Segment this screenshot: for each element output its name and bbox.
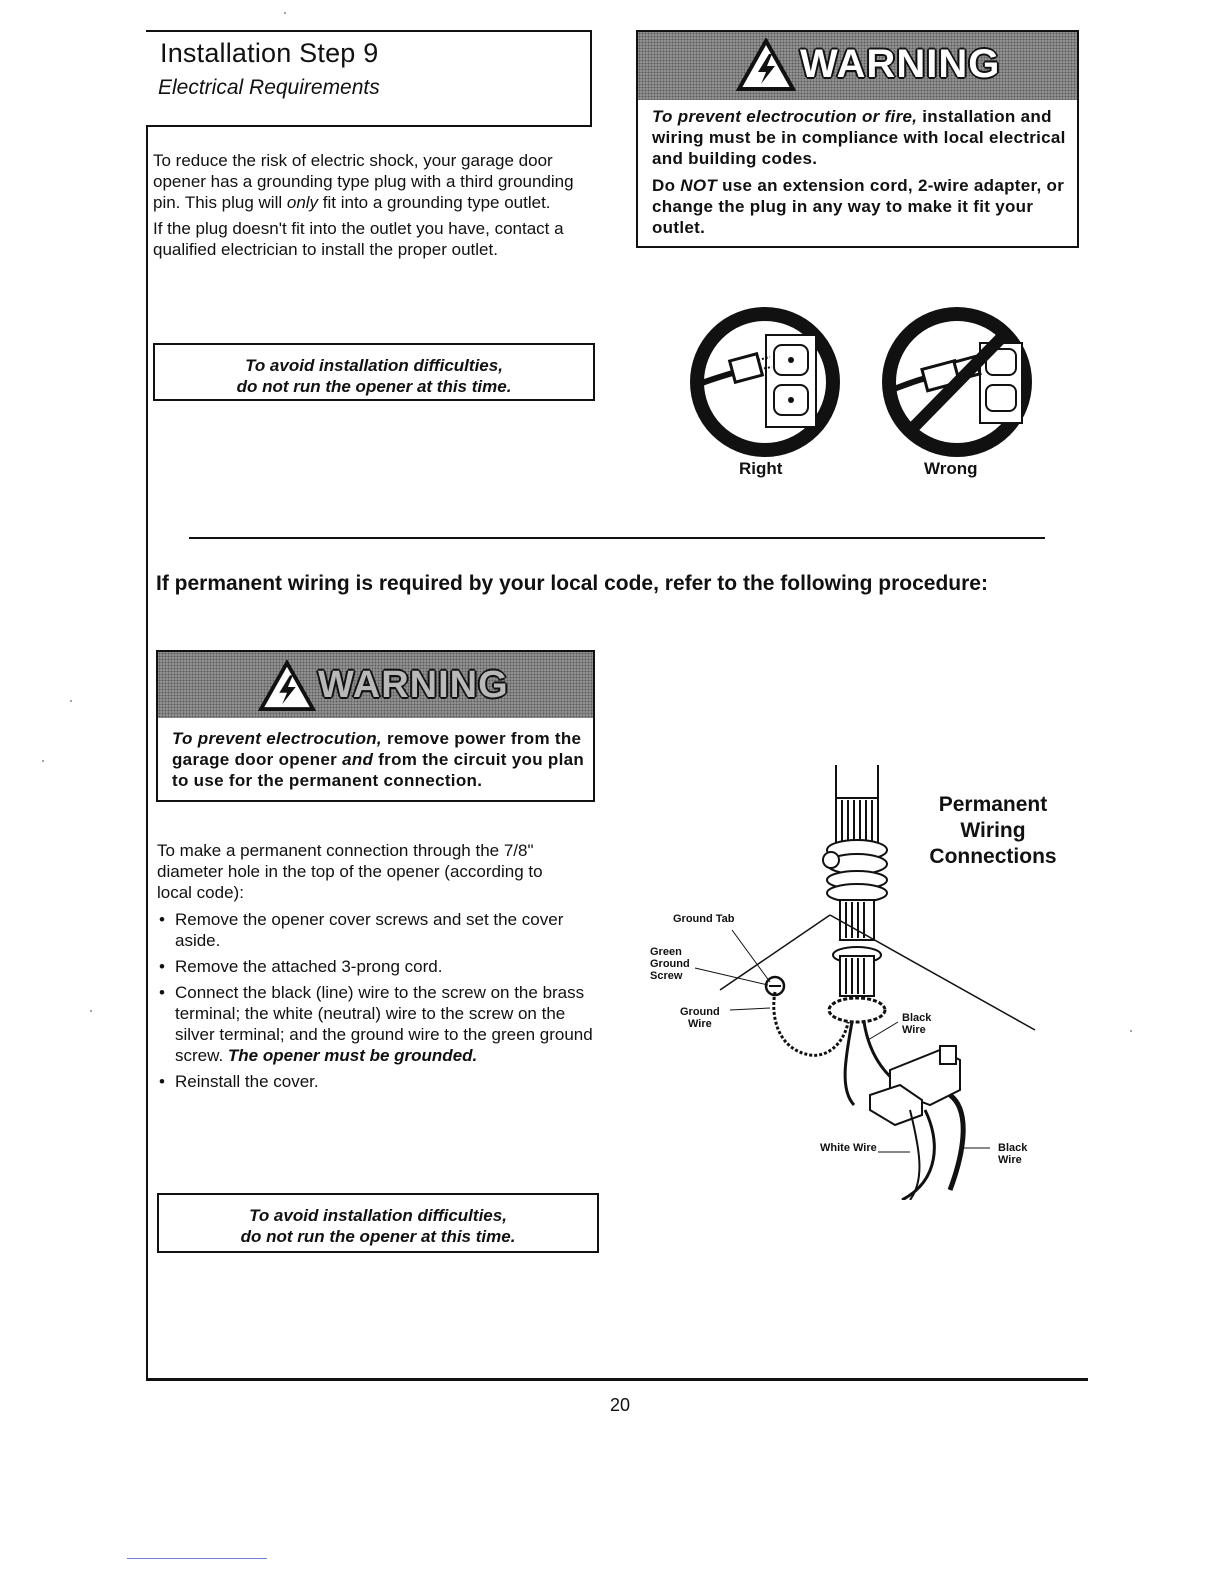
plug-right-label: Right bbox=[739, 459, 783, 478]
step-header-box bbox=[146, 30, 592, 127]
intro-text bbox=[153, 150, 593, 265]
warning-top-paragraph-2 bbox=[652, 175, 1068, 238]
page-number: 20 bbox=[609, 1395, 631, 1415]
label-ground-wire-line-1: Ground bbox=[680, 1006, 720, 1018]
warning-box-top bbox=[636, 30, 1079, 248]
warning-body-bottom bbox=[172, 728, 586, 791]
permanent-wiring-heading: If permanent wiring is required by your local code, refer to the following procedure: bbox=[156, 572, 988, 595]
label-green-ground-screw-line-1: Green bbox=[650, 946, 682, 958]
page-title: Installation Step 9 bbox=[160, 38, 379, 68]
label-ground-wire bbox=[680, 1006, 720, 1030]
avoid-notice-line-1: To avoid installation difficulties, bbox=[245, 356, 503, 375]
intro-paragraph-2: If the plug doesn't fit into the outlet you have, contact a qualified electrician to install the proper outlet. bbox=[153, 219, 564, 259]
warning-word-top: WARNING bbox=[800, 42, 1001, 86]
procedure-steps bbox=[157, 909, 597, 1092]
warning-bottom-emphasis: To prevent electrocution, bbox=[172, 729, 382, 748]
warning-triangle-icon bbox=[736, 38, 796, 92]
avoid-notice-line-1: To avoid installation difficulties, bbox=[249, 1206, 507, 1225]
section-divider bbox=[189, 537, 1045, 539]
procedure-intro: To make a permanent connection through the 7/8" diameter hole in the top of the opener (according to local code): bbox=[157, 841, 543, 902]
diagram-title-line-1: Permanent bbox=[938, 793, 1048, 816]
page-subtitle: Electrical Requirements bbox=[158, 76, 380, 99]
warning-word-bottom: WARNING bbox=[318, 664, 509, 706]
label-black-wire-bottom-line-2: Wire bbox=[998, 1154, 1022, 1166]
label-white-wire: White Wire bbox=[820, 1142, 877, 1154]
intro-paragraph-1 bbox=[153, 150, 593, 213]
page-frame-left bbox=[146, 30, 148, 1380]
label-green-ground-screw bbox=[650, 946, 690, 982]
plug-wrong-illustration bbox=[880, 305, 1034, 459]
intro-p1-emphasis: only bbox=[286, 193, 319, 212]
warning-triangle-icon bbox=[258, 660, 316, 712]
list-item: • Reinstall the cover. bbox=[157, 1071, 597, 1092]
label-black-wire-bottom-line-1: Black bbox=[998, 1142, 1028, 1154]
list-item: • Remove the attached 3-prong cord. bbox=[157, 956, 597, 977]
avoid-notice-top bbox=[153, 343, 595, 401]
avoid-notice-bottom bbox=[157, 1193, 599, 1253]
avoid-notice-line-2: do not run the opener at this time. bbox=[240, 1227, 516, 1246]
avoid-notice-line-2: do not run the opener at this time. bbox=[236, 377, 512, 396]
label-ground-tab: Ground Tab bbox=[673, 913, 735, 925]
label-black-wire-bottom bbox=[998, 1142, 1027, 1166]
warning-bottom-a: remove power from the garage door opener bbox=[172, 729, 582, 769]
plug-right-illustration bbox=[688, 305, 842, 459]
intro-p1-a: To reduce the risk of electric shock, your garage door opener has a grounding type plug with a third grounding pin. This plug will bbox=[153, 151, 574, 212]
warning-header-top bbox=[638, 32, 1077, 100]
scan-artifact-line bbox=[127, 1558, 267, 1559]
page-frame-bottom bbox=[146, 1378, 1088, 1381]
diagram-title bbox=[918, 792, 1068, 870]
warning-body-top bbox=[652, 106, 1068, 238]
bullet3-emphasis: The opener must be grounded. bbox=[227, 1046, 478, 1065]
label-green-ground-screw-line-3: Screw bbox=[650, 970, 683, 982]
plug-wrong-label: Wrong bbox=[924, 459, 978, 478]
label-black-wire-top-line-1: Black bbox=[902, 1012, 932, 1024]
diagram-title-line-3: Connections bbox=[929, 845, 1057, 868]
bullet3-text: Connect the black (line) wire to the screw on the brass terminal; the white (neutral) wire to the screw on the silver terminal; and the ground wire to the green ground screw. bbox=[175, 983, 593, 1065]
warning-top-p1-rest: installation and wiring must be in compliance with local electrical and building codes. bbox=[652, 107, 1066, 168]
label-black-wire-top-line-2: Wire bbox=[902, 1024, 926, 1036]
warning-bottom-b: from the circuit you plan to use for the permanent connection. bbox=[172, 750, 585, 790]
warning-top-paragraph-1 bbox=[652, 106, 1068, 169]
scan-speck bbox=[70, 700, 72, 702]
warning-header-bottom bbox=[158, 652, 593, 718]
label-black-wire-top bbox=[902, 1012, 931, 1036]
label-ground-wire-line-2: Wire bbox=[687, 1018, 712, 1030]
intro-p1-b: fit into a grounding type outlet. bbox=[318, 193, 551, 212]
procedure-text bbox=[157, 840, 597, 1097]
warning-box-bottom bbox=[156, 650, 595, 802]
scan-speck bbox=[42, 760, 44, 762]
warning-top-p2-emphasis: NOT bbox=[680, 176, 718, 195]
warning-top-p2-b: use an extension cord, 2-wire adapter, or change the plug in any way to make it fit your outlet. bbox=[652, 176, 1065, 237]
warning-bottom-emphasis-2: and bbox=[342, 750, 374, 769]
list-item bbox=[157, 982, 597, 1066]
scan-speck bbox=[1130, 1030, 1132, 1032]
label-green-ground-screw-line-2: Ground bbox=[650, 958, 690, 970]
scan-speck bbox=[90, 1010, 92, 1012]
scan-speck bbox=[284, 12, 286, 14]
warning-top-p2-a: Do bbox=[652, 176, 681, 195]
list-item: • Remove the opener cover screws and set the cover aside. bbox=[157, 909, 597, 951]
diagram-title-line-2: Wiring bbox=[960, 819, 1026, 842]
warning-top-emphasis: To prevent electrocution or fire, bbox=[652, 107, 918, 126]
